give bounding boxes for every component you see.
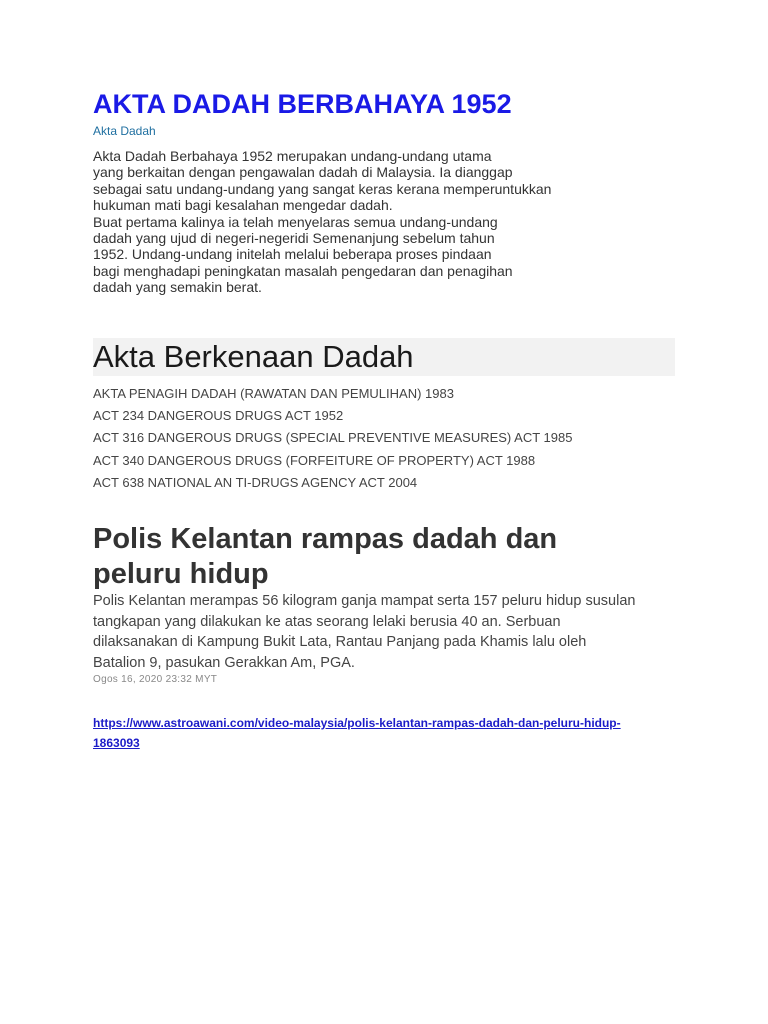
act-item: AKTA PENAGIH DADAH (RAWATAN DAN PEMULIHAN) 1983 xyxy=(93,386,454,401)
intro-line: Buat pertama kalinya ia telah menyelaras semua undang-undang xyxy=(93,213,498,230)
intro-line: yang berkaitan dengan pengawalan dadah di Malaysia. Ia dianggap xyxy=(93,164,513,181)
intro-line: sebagai satu undang-undang yang sangat keras kerana memperuntukkan xyxy=(93,180,552,197)
intro-line: dadah yang ujud di negeri-negeridi Semenanjung sebelum tahun xyxy=(93,230,495,247)
news-body-line: Batalion 9, pasukan Gerakkan Am, PGA. xyxy=(93,654,355,671)
news-headline xyxy=(93,522,673,592)
news-headline-line: peluru hidup xyxy=(93,558,269,590)
news-headline-line: Polis Kelantan rampas dadah dan xyxy=(93,523,558,555)
intro-line: dadah yang semakin berat. xyxy=(93,279,262,296)
source-link-line[interactable]: 1863093 xyxy=(93,736,140,750)
news-body-line: dilaksanakan di Kampung Bukit Lata, Rantau Panjang pada Khamis lalu oleh xyxy=(93,634,587,650)
page-title: AKTA DADAH BERBAHAYA 1952 xyxy=(93,89,512,119)
news-body-line: Polis Kelantan merampas 56 kilogram ganja mampat serta 157 peluru hidup susulan xyxy=(93,593,636,609)
news-timestamp: Ogos 16, 2020 23:32 MYT xyxy=(93,674,218,685)
act-item: ACT 234 DANGEROUS DRUGS ACT 1952 xyxy=(93,408,344,424)
intro-paragraph xyxy=(93,148,653,296)
acts-list xyxy=(93,383,572,494)
act-item: ACT 638 NATIONAL AN TI-DRUGS AGENCY ACT 2004 xyxy=(93,474,418,490)
section-heading: Akta Berkenaan Dadah xyxy=(93,339,414,374)
act-item: ACT 316 DANGEROUS DRUGS (SPECIAL PREVENTIVE MEASURES) ACT 1985 xyxy=(93,430,573,446)
news-body xyxy=(93,591,693,673)
intro-line: 1952. Undang-undang initelah melalui beberapa proses pindaan xyxy=(93,246,492,263)
source-link[interactable] xyxy=(93,713,673,753)
act-item: ACT 340 DANGEROUS DRUGS (FORFEITURE OF PROPERTY) ACT 1988 xyxy=(93,452,536,468)
intro-line: hukuman mati bagi kesalahan mengedar dadah. xyxy=(93,197,393,214)
source-link-line[interactable]: https://www.astroawani.com/video-malaysia/polis-kelantan-rampas-dadah-dan-peluru-hidup- xyxy=(93,716,621,730)
intro-line: bagi menghadapi peningkatan masalah pengedaran dan penagihan xyxy=(93,262,513,279)
intro-line: Akta Dadah Berbahaya 1952 merupakan undang-undang utama xyxy=(93,148,492,164)
news-body-line: tangkapan yang dilakukan ke atas seorang lelaki berusia 40 an. Serbuan xyxy=(93,613,561,630)
page-subtitle: Akta Dadah xyxy=(93,124,156,138)
